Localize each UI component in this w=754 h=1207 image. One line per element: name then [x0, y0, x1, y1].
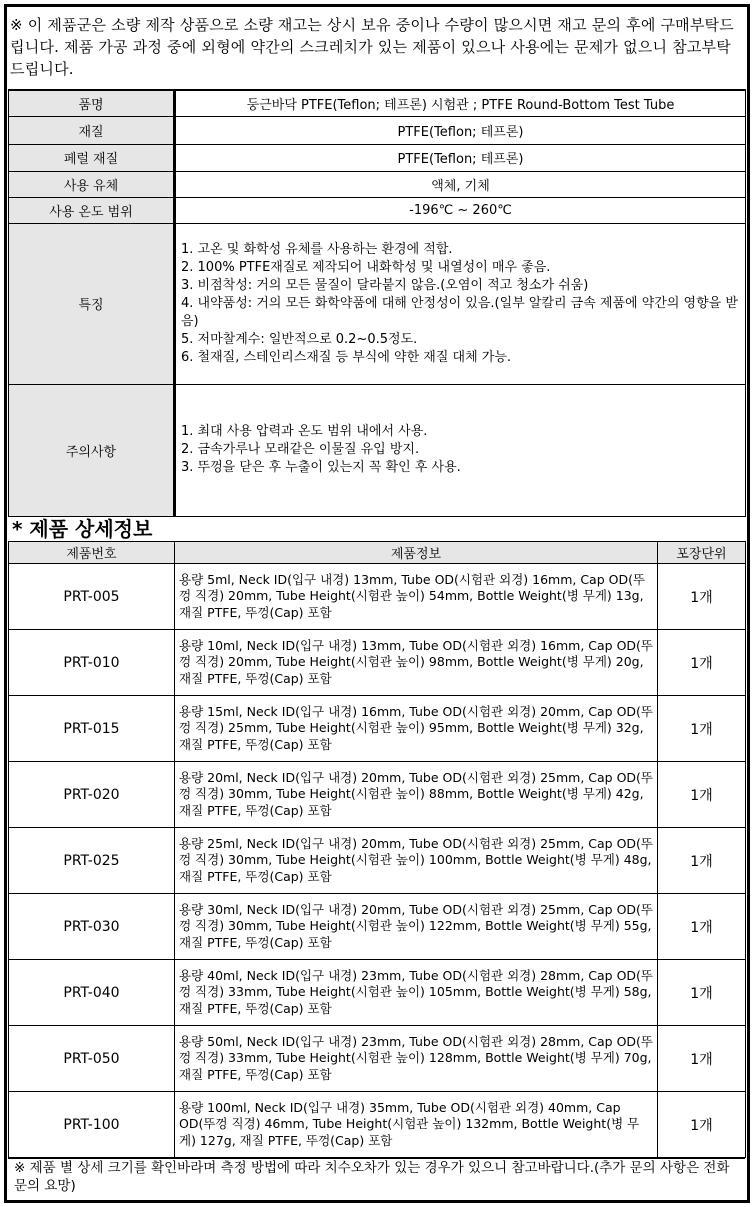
feature-item: 6. 철재질, 스테인리스재질 등 부식에 약한 재질 대체 가능. — [181, 349, 512, 365]
footer-note: ※ 제품 별 상세 크기를 확인바라며 측정 방법에 따라 치수오차가 있는 경우가 있으니 참고바랍니다.(추가 문의 사항은 전화문의 요망) — [8, 1158, 745, 1196]
name-label: 품명 — [9, 90, 175, 116]
detail-header-row — [9, 542, 746, 564]
caution-item: 3. 뚜껑을 닫은 후 누출이 있는지 꼭 확인 후 사용. — [181, 460, 461, 475]
product-info: 용량 20ml, Neck ID(입구 내경) 20mm, Tube OD(시험관 외경) 25mm, Cap OD(뚜껑 직경) 30mm, Tube Height(시험관 높이) 88mm, Bottle Weight(병 무게) 42g, 재질 PTFE, 뚜껑(Cap) 포함 — [175, 762, 658, 828]
feature-item: 5. 저마찰계수: 일반적으로 0.2~0.5정도. — [181, 331, 418, 347]
pack-unit: 1개 — [658, 1026, 746, 1092]
product-code: PRT-025 — [9, 828, 175, 894]
pack-unit: 1개 — [658, 960, 746, 1026]
fluid-label: 사용 유체 — [9, 171, 175, 197]
header-info: 제품정보 — [175, 542, 658, 564]
feature-item: 4. 내약품성: 거의 모든 화학약품에 대해 안정성이 있음.(일부 알칼리 금속 제품에 약간의 영향을 받음) — [181, 295, 738, 329]
product-info: 용량 30ml, Neck ID(입구 내경) 20mm, Tube OD(시험관 외경) 25mm, Cap OD(뚜껑 직경) 30mm, Tube Height(시험관 높이) 122mm, Bottle Weight(병 무게) 55g, 재질 PTFE, 뚜껑(Cap) 포함 — [175, 894, 658, 960]
caution-item: 1. 최대 사용 압력과 온도 범위 내에서 사용. — [181, 424, 428, 439]
section-title: * 제품 상세정보 — [12, 517, 153, 541]
table-row — [9, 1092, 746, 1158]
spec-row-features — [9, 223, 746, 384]
table-row — [9, 630, 746, 696]
spec-row-material — [9, 116, 746, 144]
cap-material-value: PTFE(Teflon; 테프론) — [175, 144, 746, 171]
product-code: PRT-020 — [9, 762, 175, 828]
pack-unit: 1개 — [658, 1092, 746, 1158]
pack-unit: 1개 — [658, 630, 746, 696]
product-code: PRT-040 — [9, 960, 175, 1026]
table-row — [9, 894, 746, 960]
spec-row-caution — [9, 384, 746, 516]
product-info: 용량 15ml, Neck ID(입구 내경) 16mm, Tube OD(시험관 외경) 20mm, Cap OD(뚜껑 직경) 25mm, Tube Height(시험관 높이) 95mm, Bottle Weight(병 무게) 32g, 재질 PTFE, 뚜껑(Cap) 포함 — [175, 696, 658, 762]
temp-value: -196℃ ~ 260℃ — [175, 197, 746, 223]
table-row — [9, 828, 746, 894]
features-label: 특징 — [9, 223, 175, 384]
product-code: PRT-010 — [9, 630, 175, 696]
material-label: 재질 — [9, 116, 175, 144]
notice-text: ※ 이 제품군은 소량 제작 상품으로 소량 재고는 상시 보유 중이나 수량이 많으시면 재고 문의 후에 구매부탁드립니다. 제품 가공 과정 중에 외형에 약간의 스크레치가 있는 제품이 있으나 사용에는 문제가 없으니 참고부탁드립니다. — [10, 16, 734, 78]
header-unit: 포장단위 — [658, 542, 746, 564]
header-code: 제품번호 — [9, 542, 175, 564]
product-info: 용량 40ml, Neck ID(입구 내경) 23mm, Tube OD(시험관 외경) 28mm, Cap OD(뚜껑 직경) 33mm, Tube Height(시험관 높이) 105mm, Bottle Weight(병 무게) 58g, 재질 PTFE, 뚜껑(Cap) 포함 — [175, 960, 658, 1026]
spec-row-fluid — [9, 171, 746, 197]
pack-unit: 1개 — [658, 564, 746, 630]
table-row — [9, 960, 746, 1026]
temp-label: 사용 온도 범위 — [9, 197, 175, 223]
product-detail-table — [8, 541, 746, 1158]
product-info: 용량 100ml, Neck ID(입구 내경) 35mm, Tube OD(시험관 외경) 40mm, Cap OD(뚜껑 직경) 46mm, Tube Height(시험관 높이) 132mm, Bottle Weight(병 무게) 127g, 재질 PTFE, 뚜껑(Cap) 포함 — [175, 1092, 658, 1158]
product-code: PRT-005 — [9, 564, 175, 630]
caution-list — [175, 384, 746, 516]
table-row — [9, 762, 746, 828]
product-code: PRT-015 — [9, 696, 175, 762]
name-value: 둥근바닥 PTFE(Teflon; 테프론) 시험관 ; PTFE Round-Bottom Test Tube — [175, 90, 746, 116]
product-info: 용량 10ml, Neck ID(입구 내경) 13mm, Tube OD(시험관 외경) 16mm, Cap OD(뚜껑 직경) 20mm, Tube Height(시험관 높이) 98mm, Bottle Weight(병 무게) 20g, 재질 PTFE, 뚜껑(Cap) 포함 — [175, 630, 658, 696]
table-row — [9, 564, 746, 630]
feature-item: 1. 고온 및 화학성 유체를 사용하는 환경에 적합. — [181, 241, 453, 257]
product-info: 용량 50ml, Neck ID(입구 내경) 23mm, Tube OD(시험관 외경) 28mm, Cap OD(뚜껑 직경) 33mm, Tube Height(시험관 높이) 128mm, Bottle Weight(병 무게) 70g, 재질 PTFE, 뚜껑(Cap) 포함 — [175, 1026, 658, 1092]
caution-item: 2. 금속가루나 모래같은 이물질 유입 방지. — [181, 442, 420, 457]
pack-unit: 1개 — [658, 762, 746, 828]
spec-row-temp — [9, 197, 746, 223]
cap-material-label: 페럴 재질 — [9, 144, 175, 171]
caution-label: 주의사항 — [9, 384, 175, 516]
product-info: 용량 25ml, Neck ID(입구 내경) 20mm, Tube OD(시험관 외경) 25mm, Cap OD(뚜껑 직경) 30mm, Tube Height(시험관 높이) 100mm, Bottle Weight(병 무게) 48g, 재질 PTFE, 뚜껑(Cap) 포함 — [175, 828, 658, 894]
pack-unit: 1개 — [658, 828, 746, 894]
spec-row-name — [9, 90, 746, 116]
product-code: PRT-100 — [9, 1092, 175, 1158]
fluid-value: 액체, 기체 — [175, 171, 746, 197]
spec-table — [8, 89, 746, 517]
table-row — [9, 1026, 746, 1092]
product-code: PRT-050 — [9, 1026, 175, 1092]
table-row — [9, 696, 746, 762]
pack-unit: 1개 — [658, 894, 746, 960]
feature-item: 3. 비점착성: 거의 모든 물질이 달라붙지 않음.(오염이 적고 청소가 쉬움) — [181, 277, 589, 293]
product-code: PRT-030 — [9, 894, 175, 960]
feature-item: 2. 100% PTFE재질로 제작되어 내화학성 및 내열성이 매우 좋음. — [181, 259, 551, 275]
pack-unit: 1개 — [658, 696, 746, 762]
material-value: PTFE(Teflon; 테프론) — [175, 116, 746, 144]
spec-row-cap-material — [9, 144, 746, 171]
product-info: 용량 5ml, Neck ID(입구 내경) 13mm, Tube OD(시험관 외경) 16mm, Cap OD(뚜껑 직경) 20mm, Tube Height(시험관 높이) 54mm, Bottle Weight(병 무게) 13g, 재질 PTFE, 뚜껑(Cap) 포함 — [175, 564, 658, 630]
features-list — [175, 223, 746, 384]
